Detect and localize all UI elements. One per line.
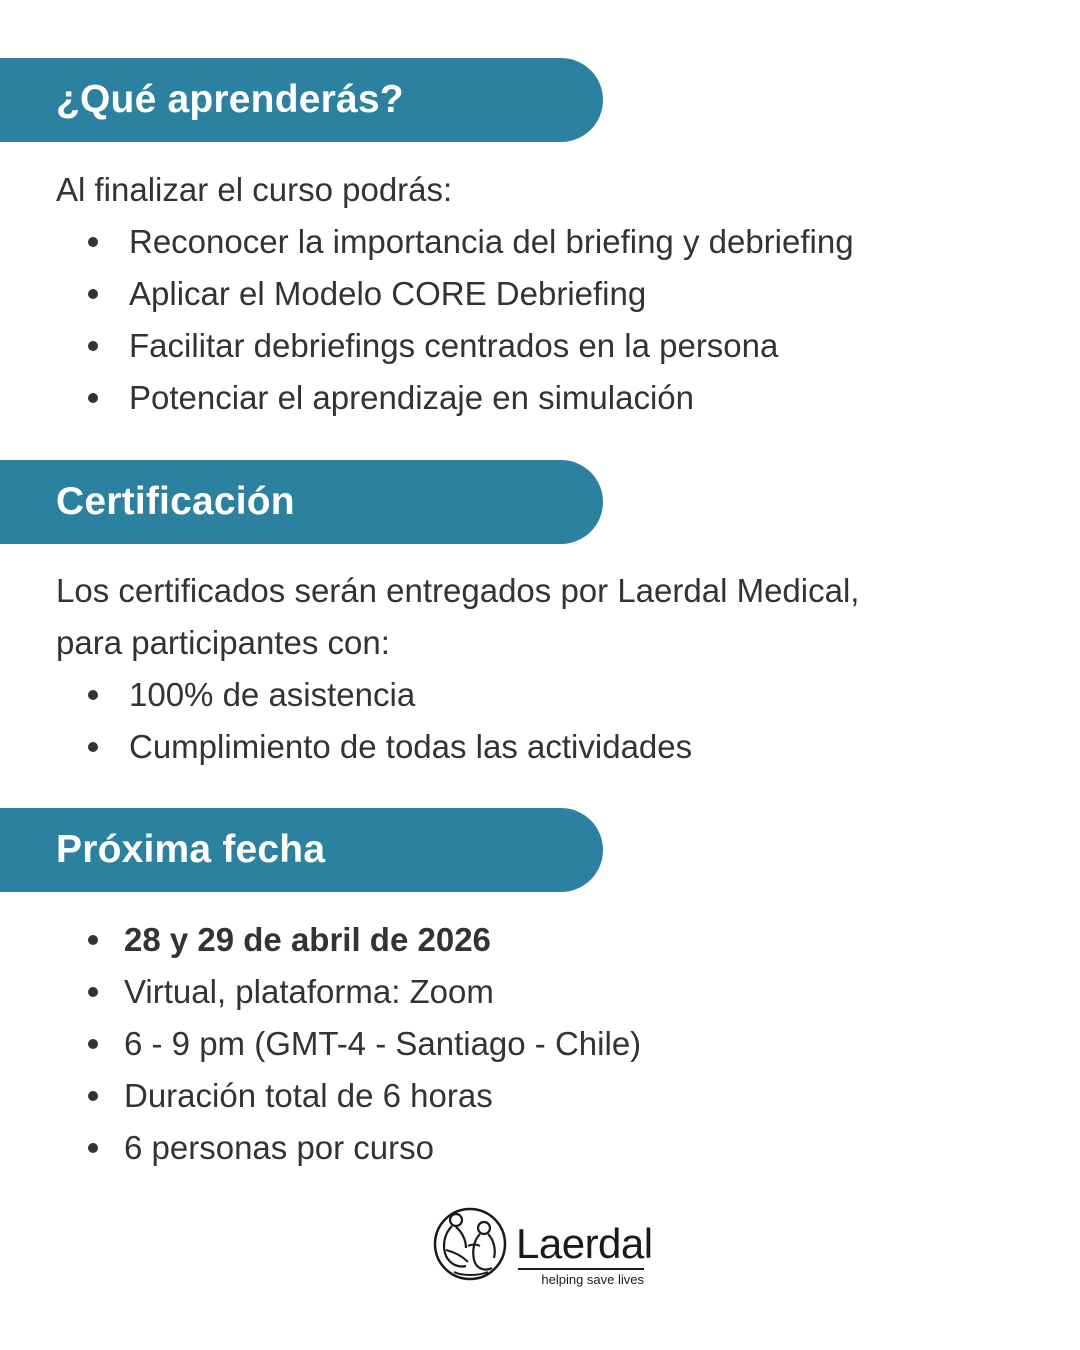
logo-wordmark: Laerdal — [516, 1220, 653, 1267]
certification-list — [56, 669, 692, 773]
bullet-icon — [88, 393, 98, 403]
bullet-icon — [88, 987, 98, 997]
bullet-icon — [88, 341, 98, 351]
list-item: Facilitar debriefings centrados en la persona — [56, 320, 854, 372]
certification-intro-line1: Los certificados serán entregados por Laerdal Medical, — [56, 572, 860, 609]
list-item: Aplicar el Modelo CORE Debriefing — [56, 268, 854, 320]
next-date-list — [88, 914, 641, 1174]
bullet-icon — [88, 1039, 98, 1049]
laerdal-emblem-icon — [432, 1206, 508, 1282]
bullet-icon — [88, 690, 98, 700]
laerdal-logo — [432, 1204, 652, 1294]
bullet-icon — [88, 1091, 98, 1101]
list-item: 6 - 9 pm (GMT-4 - Santiago - Chile) — [88, 1018, 641, 1070]
list-item: Reconocer la importancia del briefing y debriefing — [56, 216, 854, 268]
list-item: 6 personas por curso — [88, 1122, 641, 1174]
section-banner-learn — [0, 58, 603, 142]
certification-intro-line2: para participantes con: — [56, 624, 390, 661]
bullet-icon — [88, 742, 98, 752]
section-banner-certification — [0, 460, 603, 544]
section-title-next-date: Próxima fecha — [56, 828, 326, 871]
section-title-certification: Certificación — [56, 480, 295, 523]
learn-intro: Al finalizar el curso podrás: — [56, 171, 453, 208]
logo-divider — [518, 1268, 644, 1270]
learn-list — [56, 216, 854, 424]
list-item: Potenciar el aprendizaje en simulación — [56, 372, 854, 424]
list-item: 100% de asistencia — [56, 669, 692, 721]
section-banner-next-date — [0, 808, 603, 892]
bullet-icon — [88, 935, 98, 945]
bullet-icon — [88, 237, 98, 247]
list-item: Cumplimiento de todas las actividades — [56, 721, 692, 773]
bullet-icon — [88, 1143, 98, 1153]
list-item-date: 28 y 29 de abril de 2026 — [88, 914, 641, 966]
logo-tagline: helping save lives — [541, 1272, 644, 1287]
list-item: Virtual, plataforma: Zoom — [88, 966, 641, 1018]
section-title-learn: ¿Qué aprenderás? — [56, 78, 404, 121]
list-item: Duración total de 6 horas — [88, 1070, 641, 1122]
bullet-icon — [88, 289, 98, 299]
